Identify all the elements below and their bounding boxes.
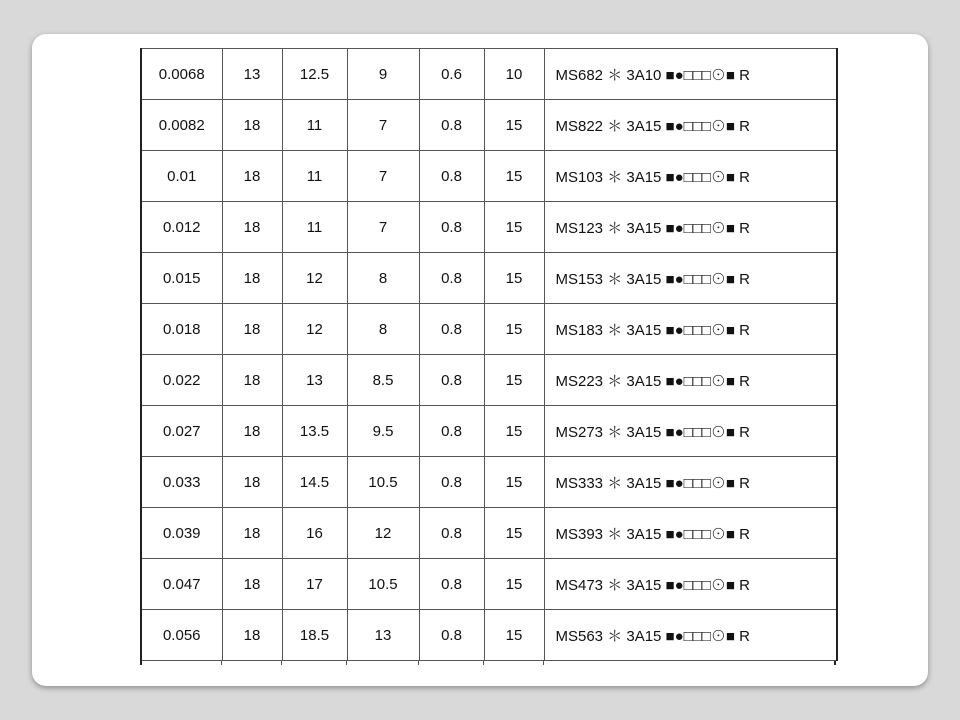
col3-cell: 17 [282,559,347,610]
col3-cell: 14.5 [282,457,347,508]
col2-cell: 18 [222,457,282,508]
part-number-cell: MS153 ＊ 3A15 ■●□□□⊙■ R [544,253,837,304]
part-number-cell: MS223 ＊ 3A15 ■●□□□⊙■ R [544,355,837,406]
col2-cell: 18 [222,202,282,253]
col2-cell: 18 [222,406,282,457]
slide-card [32,34,928,686]
part-number-cell: MS103 ＊ 3A15 ■●□□□⊙■ R [544,151,837,202]
capacitance-cell: 0.039 [141,508,222,559]
col5-cell: 0.8 [419,457,484,508]
col4-cell: 7 [347,202,419,253]
part-number-cell: MS393 ＊ 3A15 ■●□□□⊙■ R [544,508,837,559]
capacitance-cell: 0.015 [141,253,222,304]
capacitance-cell: 0.047 [141,559,222,610]
col6-cell: 15 [484,610,544,661]
col5-cell: 0.8 [419,151,484,202]
col2-cell: 18 [222,355,282,406]
table-continuation-lines [140,661,836,665]
spec-table-region [140,48,836,665]
col6-cell: 15 [484,253,544,304]
part-number-cell: MS822 ＊ 3A15 ■●□□□⊙■ R [544,100,837,151]
table-row [141,559,837,610]
capacitance-cell: 0.01 [141,151,222,202]
col2-cell: 18 [222,559,282,610]
col6-cell: 15 [484,304,544,355]
col6-cell: 10 [484,49,544,100]
spec-table-body [141,49,837,661]
col5-cell: 0.8 [419,253,484,304]
col5-cell: 0.6 [419,49,484,100]
table-row [141,355,837,406]
col5-cell: 0.8 [419,406,484,457]
col4-cell: 10.5 [347,457,419,508]
col5-cell: 0.8 [419,508,484,559]
part-number-cell: MS333 ＊ 3A15 ■●□□□⊙■ R [544,457,837,508]
capacitance-cell: 0.033 [141,457,222,508]
col5-cell: 0.8 [419,202,484,253]
col3-cell: 18.5 [282,610,347,661]
col4-cell: 9 [347,49,419,100]
col4-cell: 8 [347,304,419,355]
col4-cell: 8.5 [347,355,419,406]
col6-cell: 15 [484,559,544,610]
col3-cell: 11 [282,100,347,151]
col6-cell: 15 [484,100,544,151]
capacitance-cell: 0.027 [141,406,222,457]
table-row [141,100,837,151]
capacitance-cell: 0.056 [141,610,222,661]
col3-cell: 16 [282,508,347,559]
table-row [141,151,837,202]
table-row [141,406,837,457]
col5-cell: 0.8 [419,610,484,661]
col6-cell: 15 [484,355,544,406]
col4-cell: 7 [347,151,419,202]
col4-cell: 7 [347,100,419,151]
part-number-cell: MS473 ＊ 3A15 ■●□□□⊙■ R [544,559,837,610]
col6-cell: 15 [484,457,544,508]
col6-cell: 15 [484,406,544,457]
col2-cell: 18 [222,151,282,202]
part-number-cell: MS563 ＊ 3A15 ■●□□□⊙■ R [544,610,837,661]
col4-cell: 12 [347,508,419,559]
part-number-cell: MS183 ＊ 3A15 ■●□□□⊙■ R [544,304,837,355]
capacitance-cell: 0.0082 [141,100,222,151]
spec-table [140,48,838,661]
col3-cell: 12.5 [282,49,347,100]
col4-cell: 9.5 [347,406,419,457]
col3-cell: 13 [282,355,347,406]
capacitance-cell: 0.022 [141,355,222,406]
col3-cell: 12 [282,253,347,304]
table-row [141,202,837,253]
col6-cell: 15 [484,202,544,253]
col3-cell: 11 [282,151,347,202]
table-row [141,610,837,661]
col2-cell: 18 [222,508,282,559]
table-row [141,49,837,100]
col5-cell: 0.8 [419,100,484,151]
col6-cell: 15 [484,151,544,202]
table-row [141,457,837,508]
col2-cell: 18 [222,610,282,661]
table-row [141,304,837,355]
table-row [141,253,837,304]
col6-cell: 15 [484,508,544,559]
col4-cell: 8 [347,253,419,304]
capacitance-cell: 0.018 [141,304,222,355]
capacitance-cell: 0.012 [141,202,222,253]
table-row [141,508,837,559]
col2-cell: 18 [222,253,282,304]
col4-cell: 13 [347,610,419,661]
col5-cell: 0.8 [419,355,484,406]
col5-cell: 0.8 [419,304,484,355]
part-number-cell: MS682 ＊ 3A10 ■●□□□⊙■ R [544,49,837,100]
part-number-cell: MS273 ＊ 3A15 ■●□□□⊙■ R [544,406,837,457]
col4-cell: 10.5 [347,559,419,610]
col2-cell: 13 [222,49,282,100]
col2-cell: 18 [222,100,282,151]
col3-cell: 13.5 [282,406,347,457]
col3-cell: 12 [282,304,347,355]
capacitance-cell: 0.0068 [141,49,222,100]
col3-cell: 11 [282,202,347,253]
col5-cell: 0.8 [419,559,484,610]
part-number-cell: MS123 ＊ 3A15 ■●□□□⊙■ R [544,202,837,253]
col2-cell: 18 [222,304,282,355]
